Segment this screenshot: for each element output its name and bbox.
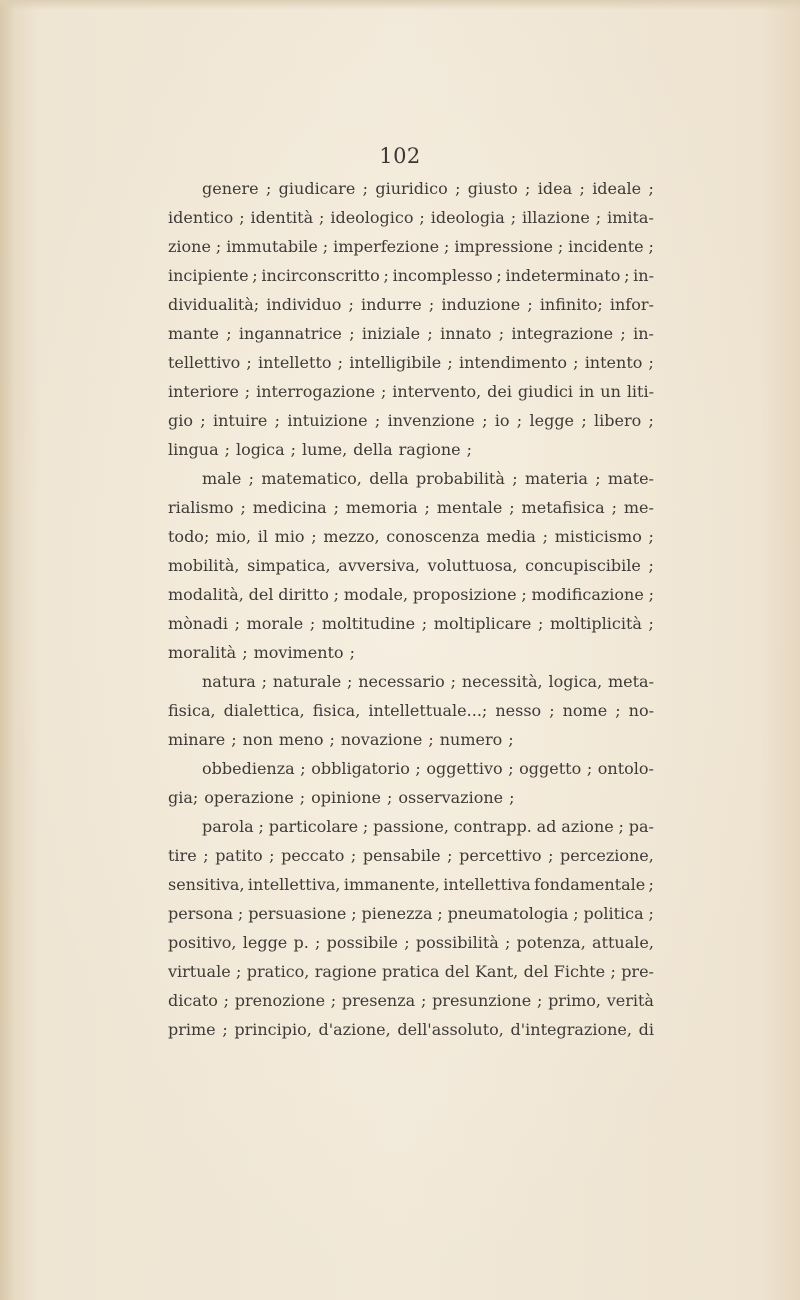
text-line: incipiente ; incirconscritto ; incomplesso ; indeterminato ; in- <box>168 266 654 285</box>
text-line: mante ; ingannatrice ; iniziale ; innato ; integrazione ; in- <box>168 324 654 343</box>
text-line: obbedienza ; obbligatorio ; oggettivo ; oggetto ; ontolo- <box>202 759 654 778</box>
text-line: genere ; giudicare ; giuridico ; giusto ; idea ; ideale ; <box>202 179 654 198</box>
text-line: moralità ; movimento ; <box>168 643 355 662</box>
text-line: todo; mio, il mio ; mezzo, conoscenza media ; misticismo ; <box>168 527 654 546</box>
index-text-block <box>168 174 654 1044</box>
text-line: gio ; intuire ; intuizione ; invenzione ; io ; legge ; libero ; <box>168 411 654 430</box>
text-line: sensitiva, intellettiva, immanente, intellettiva fondamentale ; <box>168 875 654 894</box>
text-line: tellettivo ; intelletto ; intelligibile ; intendimento ; intento ; <box>168 353 654 372</box>
text-line: modalità, del diritto ; modale, proposizione ; modificazione ; <box>168 585 654 604</box>
text-line: identico ; identità ; ideologico ; ideologia ; illazione ; imita- <box>168 208 654 227</box>
page-left-shadow <box>0 0 14 1300</box>
text-line: gia; operazione ; opinione ; osservazione ; <box>168 788 515 807</box>
text-line: zione ; immutabile ; imperfezione ; impressione ; incidente ; <box>168 237 654 256</box>
text-line: lingua ; logica ; lume, della ragione ; <box>168 440 472 459</box>
text-line: fisica, dialettica, fisica, intellettuale...; nesso ; nome ; no- <box>168 701 654 720</box>
page-number: 102 <box>379 144 421 168</box>
text-line: mobilità, simpatica, avversiva, voluttuosa, concupiscibile ; <box>168 556 654 575</box>
text-line: rialismo ; medicina ; memoria ; mentale ; metafisica ; me- <box>168 498 654 517</box>
text-line: male ; matematico, della probabilità ; materia ; mate- <box>202 469 654 488</box>
text-line: minare ; non meno ; novazione ; numero ; <box>168 730 514 749</box>
text-line: prime ; principio, d'azione, dell'assoluto, d'integrazione, di <box>168 1020 654 1039</box>
page-top-shadow <box>0 0 800 10</box>
text-line: positivo, legge p. ; possibile ; possibilità ; potenza, attuale, <box>168 933 654 952</box>
text-line: dicato ; prenozione ; presenza ; presunzione ; primo, verità <box>168 991 654 1010</box>
text-line: parola ; particolare ; passione, contrapp. ad azione ; pa- <box>202 817 654 836</box>
text-line: natura ; naturale ; necessario ; necessità, logica, meta- <box>202 672 654 691</box>
text-line: interiore ; interrogazione ; intervento, dei giudici in un liti- <box>168 382 654 401</box>
text-line: persona ; persuasione ; pienezza ; pneumatologia ; politica ; <box>168 904 654 923</box>
text-line: tire ; patito ; peccato ; pensabile ; percettivo ; percezione, <box>168 846 654 865</box>
text-line: mònadi ; morale ; moltitudine ; moltiplicare ; moltiplicità ; <box>168 614 654 633</box>
text-line: virtuale ; pratico, ragione pratica del Kant, del Fichte ; pre- <box>168 962 654 981</box>
text-line: dividualità; individuo ; indurre ; induzione ; infinito; infor- <box>168 295 654 314</box>
